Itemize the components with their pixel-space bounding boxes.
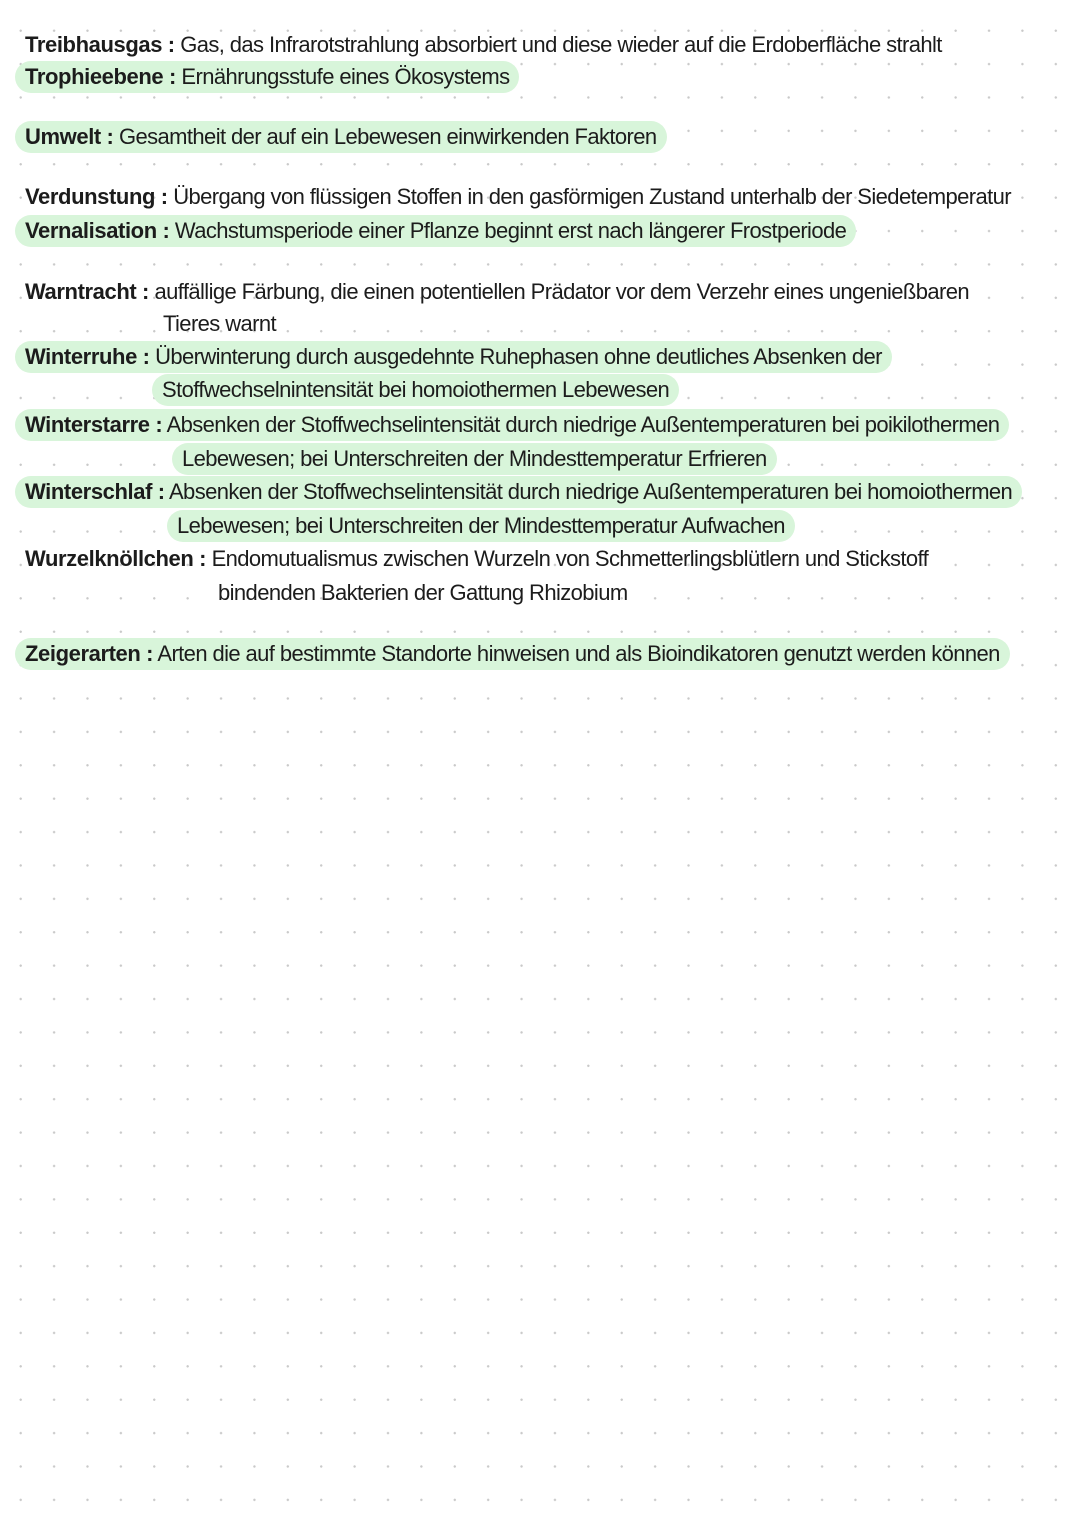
term: Trophieebene :: [25, 64, 176, 89]
definition: auffällige Färbung, die einen potentiellen Prädator vor dem Verzehr eines ungenießbaren: [154, 279, 969, 304]
term: Umwelt :: [25, 124, 114, 149]
term: Zeigerarten :: [25, 641, 154, 666]
term: Warntracht :: [25, 279, 149, 304]
entry-zeigerarten: [15, 638, 1010, 670]
term: Winterruhe :: [25, 344, 150, 369]
term: Winterschlaf :: [25, 479, 165, 504]
entry-verdunstung: [25, 181, 1011, 213]
definition: Gesamtheit der auf ein Lebewesen einwirkenden Faktoren: [119, 124, 657, 149]
entry-wurzelknoellchen: [25, 543, 928, 575]
definition: Arten die auf bestimmte Standorte hinweisen und als Bioindikatoren genutzt werden können: [157, 641, 1000, 666]
term: Verdunstung :: [25, 184, 168, 209]
entry-treibhausgas: [25, 29, 942, 61]
entry-umwelt: [15, 121, 667, 153]
entry-winterruhe: [15, 341, 892, 373]
definition: Überwinterung durch ausgedehnte Ruhephasen ohne deutliches Absenken der: [155, 344, 882, 369]
entry-warntracht: [25, 276, 969, 308]
term: Winterstarre :: [25, 412, 163, 437]
entry-trophieebene: [15, 61, 519, 93]
definition-continued: Lebewesen; bei Unterschreiten der Mindesttemperatur Aufwachen: [167, 510, 795, 542]
definition: Wachstumsperiode einer Pflanze beginnt erst nach längerer Frostperiode: [174, 218, 847, 243]
definition-continued: Lebewesen; bei Unterschreiten der Mindesttemperatur Erfrieren: [172, 443, 777, 475]
definition: Absenken der Stoffwechselintensität durch niedrige Außentemperaturen bei homoiothermen: [168, 479, 1013, 504]
term: Treibhausgas :: [25, 32, 175, 57]
definition: Gas, das Infrarotstrahlung absorbiert und diese wieder auf die Erdoberfläche strahlt: [180, 32, 942, 57]
definition: Ernährungsstufe eines Ökosystems: [181, 64, 510, 89]
definition-continued: bindenden Bakterien der Gattung Rhizobium: [218, 580, 628, 605]
entry-winterstarre: [15, 409, 1009, 441]
entry-vernalisation: [15, 215, 856, 247]
definition-continued: Stoffwechselnintensität bei homoiothermen Lebewesen: [152, 374, 679, 406]
definition: Absenken der Stoffwechselintensität durch niedrige Außentemperaturen bei poikilothermen: [166, 412, 1000, 437]
definition: Endomutualismus zwischen Wurzeln von Schmetterlingsblütlern und Stickstoff: [211, 546, 929, 571]
definition: Übergang von flüssigen Stoffen in den gasförmigen Zustand unterhalb der Siedetemperatur: [173, 184, 1011, 209]
entry-winterschlaf: [15, 476, 1022, 508]
term: Vernalisation :: [25, 218, 170, 243]
term: Wurzelknöllchen :: [25, 546, 207, 571]
definition-continued: Tieres warnt: [163, 311, 277, 336]
